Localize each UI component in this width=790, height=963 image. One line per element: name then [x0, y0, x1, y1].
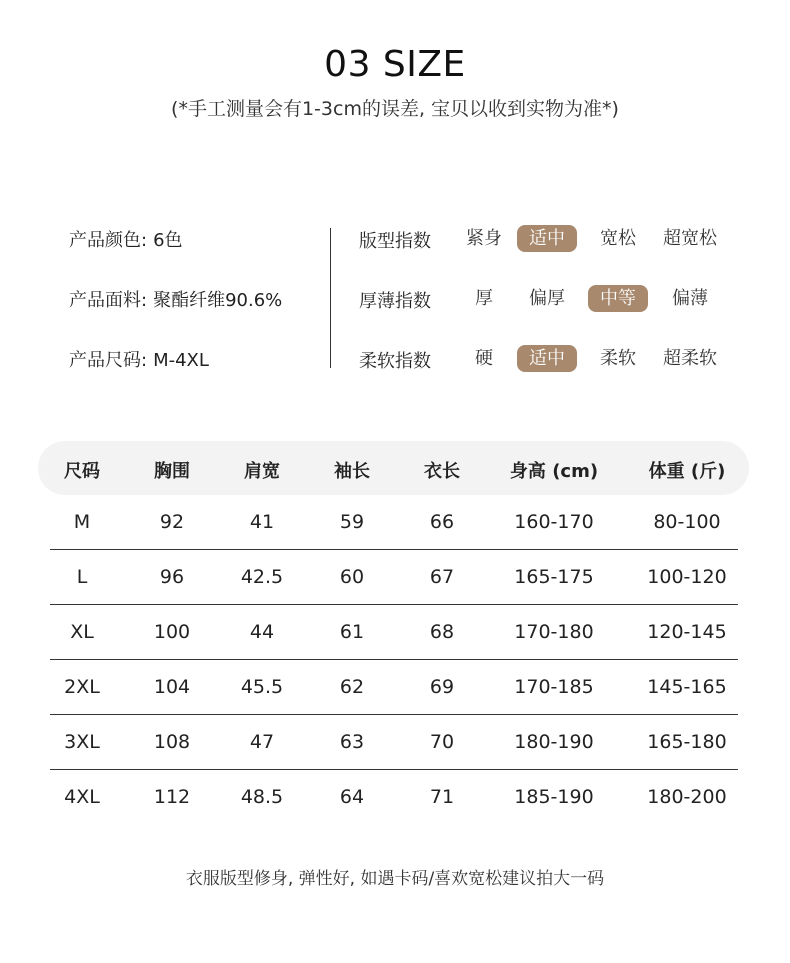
table-cell: 44: [249, 621, 275, 643]
info-value: M-4XL: [153, 350, 209, 371]
index-option: 硬: [475, 348, 493, 369]
fit-advice-note: 衣服版型修身, 弹性好, 如遇卡码/喜欢宽松建议拍大一码: [185, 869, 605, 889]
index-option: 超宽松: [663, 228, 717, 249]
table-cell: 92: [159, 511, 185, 533]
index-panel: [359, 222, 739, 402]
table-cell: 180-190: [514, 731, 594, 753]
table-cell: 185-190: [514, 786, 594, 808]
table-cell: 71: [429, 786, 455, 808]
table-cell: 96: [159, 566, 185, 588]
table-row: [50, 550, 738, 605]
table-cell: 48.5: [240, 786, 284, 808]
table-cell: 170-180: [514, 621, 594, 643]
table-cell: 2XL: [64, 676, 100, 698]
table-cell: 100-120: [647, 566, 727, 588]
table-row: [50, 605, 738, 660]
info-label: 产品面料:: [69, 290, 148, 311]
column-header: 身高 (cm): [509, 461, 599, 482]
table-cell: 47: [249, 731, 275, 753]
index-option-selected: 适中: [517, 225, 577, 252]
table-cell: 59: [339, 511, 365, 533]
info-value: 聚酯纤维90.6%: [153, 290, 283, 311]
table-cell: 112: [153, 786, 191, 808]
index-option-selected: 中等: [588, 285, 648, 312]
softness-index-row: [359, 342, 739, 402]
table-cell: 62: [339, 676, 365, 698]
table-row: [50, 715, 738, 770]
fit-index-row: [359, 222, 739, 282]
table-cell: 69: [429, 676, 455, 698]
table-cell: 108: [153, 731, 191, 753]
index-option: 宽松: [600, 228, 636, 249]
table-cell: 3XL: [64, 731, 100, 753]
table-cell: 61: [339, 621, 365, 643]
index-label: 厚薄指数: [359, 291, 431, 312]
product-size-row: [69, 346, 282, 406]
table-cell: 60: [339, 566, 365, 588]
table-cell: 160-170: [514, 511, 594, 533]
measurement-note: (*手工测量会有1-3cm的误差, 宝贝以收到实物为准*): [171, 98, 619, 120]
table-cell: 42.5: [240, 566, 284, 588]
table-cell: L: [76, 566, 88, 588]
table-cell: M: [73, 511, 91, 533]
index-option: 偏厚: [529, 288, 565, 309]
column-header: 袖长: [334, 461, 370, 482]
index-option: 超柔软: [663, 348, 717, 369]
table-cell: 80-100: [653, 511, 721, 533]
table-cell: 67: [429, 566, 455, 588]
index-option: 偏薄: [672, 288, 708, 309]
column-header: 衣长: [424, 461, 460, 482]
index-label: 版型指数: [359, 231, 431, 252]
index-option: 柔软: [600, 348, 636, 369]
info-value: 6色: [153, 230, 183, 251]
column-header: 尺码: [64, 461, 100, 482]
table-header: [38, 441, 749, 495]
column-header: 肩宽: [244, 461, 280, 482]
vertical-divider: [330, 228, 331, 368]
table-cell: 180-200: [647, 786, 727, 808]
product-fabric-row: [69, 286, 282, 346]
table-cell: 104: [153, 676, 191, 698]
product-info: [69, 226, 282, 406]
column-header: 体重 (斤): [648, 461, 726, 482]
table-row: [50, 660, 738, 715]
table-cell: 4XL: [64, 786, 100, 808]
table-cell: 165-175: [514, 566, 594, 588]
table-cell: 170-185: [514, 676, 594, 698]
product-color-row: [69, 226, 282, 286]
info-label: 产品颜色:: [69, 230, 148, 251]
table-cell: 120-145: [647, 621, 727, 643]
table-row: [50, 770, 738, 824]
column-header: 胸围: [154, 461, 190, 482]
table-cell: 70: [429, 731, 455, 753]
table-cell: 100: [153, 621, 191, 643]
thickness-index-row: [359, 282, 739, 342]
index-label: 柔软指数: [359, 351, 431, 372]
table-cell: XL: [70, 621, 94, 643]
table-cell: 63: [339, 731, 365, 753]
table-row: [50, 495, 738, 550]
page-title: 03 SIZE: [324, 44, 466, 85]
index-option-selected: 适中: [517, 345, 577, 372]
table-cell: 68: [429, 621, 455, 643]
index-option: 紧身: [466, 228, 502, 249]
table-cell: 41: [249, 511, 275, 533]
table-cell: 145-165: [647, 676, 727, 698]
table-cell: 45.5: [240, 676, 284, 698]
info-label: 产品尺码:: [69, 350, 148, 371]
size-table: [38, 441, 749, 824]
table-cell: 64: [339, 786, 365, 808]
table-cell: 66: [429, 511, 455, 533]
table-cell: 165-180: [647, 731, 727, 753]
index-option: 厚: [475, 288, 493, 309]
